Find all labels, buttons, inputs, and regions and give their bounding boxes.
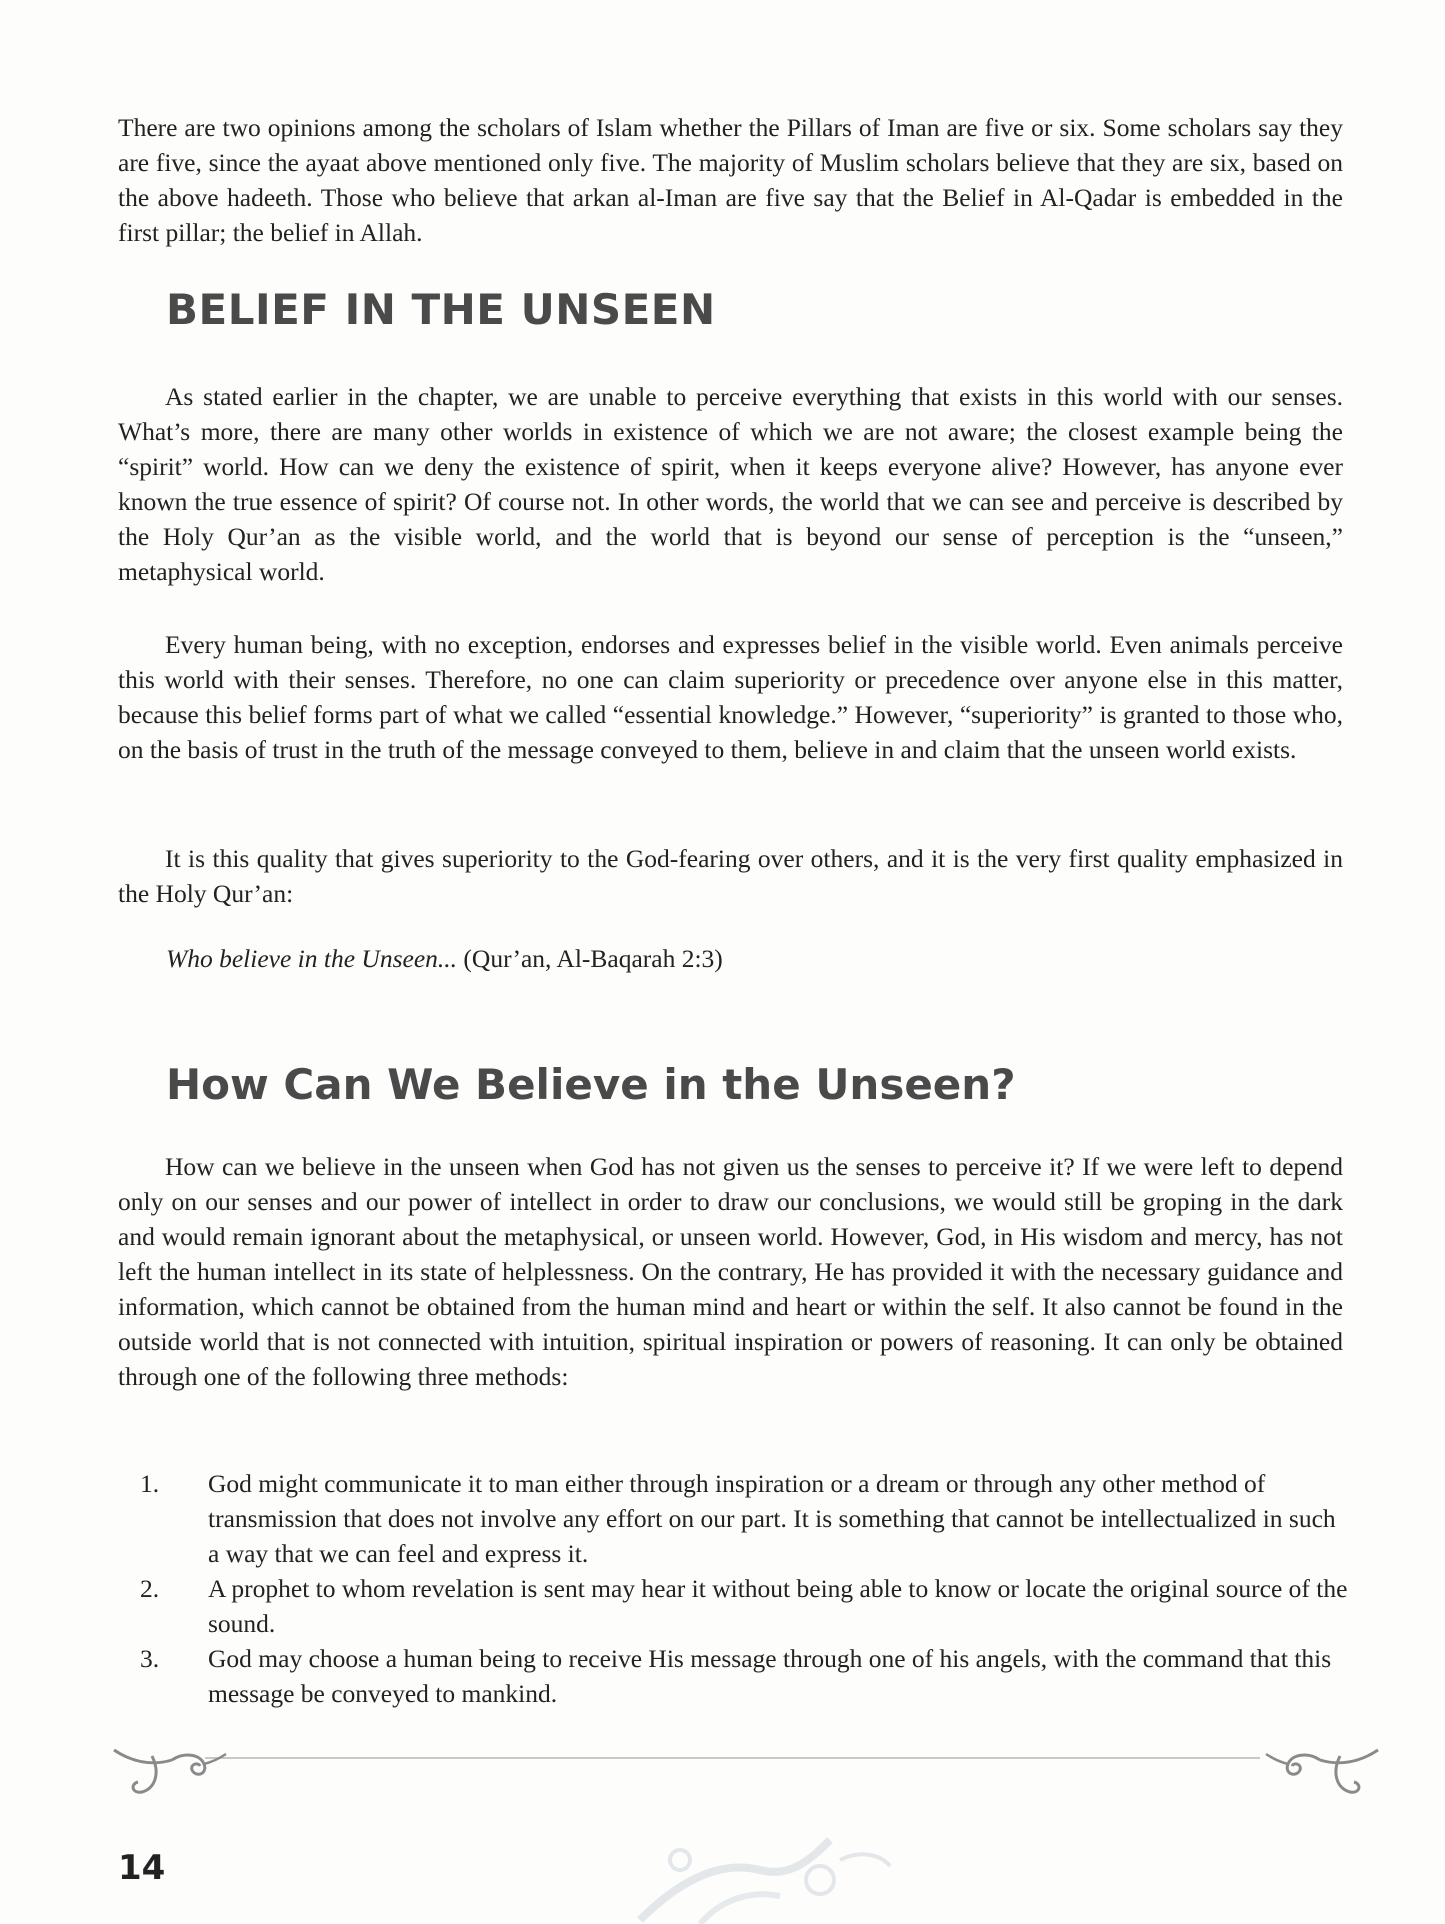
list-number: 1.	[140, 1469, 160, 1498]
list-item	[118, 1571, 1348, 1641]
intro-paragraph: There are two opinions among the scholars of Islam whether the Pillars of Iman are five or six. Some scholars say they are five, since the ayaat above mentioned only five. The majority of Muslim scholars believe that they are six, based on the above hadeeth. Those who believe that arkan al-Iman are five say that the Belief in Al-Qadar is embedded in the first pillar; the belief in Allah.	[118, 113, 1343, 247]
list-text: God might communicate it to man either through inspiration or a dream or through any other method of transmission that does not involve any effort on our part. It is something that cannot be intellectualized in such a way that we can feel and express it.	[208, 1469, 1336, 1568]
quote-citation: (Qur’an, Al-Baqarah 2:3)	[457, 944, 723, 973]
quote-text: Who believe in the Unseen...	[166, 944, 458, 973]
methods-list	[118, 1466, 1348, 1711]
footer-divider	[205, 1757, 1260, 1759]
list-item	[118, 1466, 1348, 1571]
list-number: 3.	[140, 1644, 160, 1673]
unseen-paragraph-1: As stated earlier in the chapter, we are unable to perceive everything that exists in this world with our senses. What’s more, there are many other worlds in existence of which we are not aware; the closest example being the “spirit” world. How can we deny the existence of spirit, when it keeps everyone alive? However, has anyone ever known the true essence of spirit? Of course not. In other words, the world that we can see and perceive is described by the Holy Qur’an as the visible world, and the world that is beyond our sense of perception is the “unseen,” metaphysical world.	[118, 382, 1343, 586]
unseen-paragraph-3: It is this quality that gives superiority to the God-fearing over others, and it is the very first quality emphasized in the Holy Qur’an:	[118, 844, 1343, 908]
list-text: God may choose a human being to receive His message through one of his angels, with the command that this message be conveyed to mankind.	[208, 1644, 1332, 1708]
right-flourish-icon	[1250, 1742, 1380, 1802]
page-number: 14	[118, 1848, 166, 1888]
bottom-floral-ornament-icon	[620, 1820, 920, 1924]
heading-belief-in-the-unseen: BELIEF IN THE UNSEEN	[166, 285, 716, 334]
how-paragraph: How can we believe in the unseen when God has not given us the senses to perceive it? If we were left to depend only on our senses and our power of intellect in order to draw our conclusions, we would still be groping in the dark and would remain ignorant about the metaphysical, or unseen world. However, God, in His wisdom and mercy, has not left the human intellect in its state of helplessness. On the contrary, He has provided it with the necessary guidance and information, which cannot be obtained from the human mind and heart or within the self. It also cannot be found in the outside world that is not connected with intuition, spiritual inspiration or powers of reasoning. It can only be obtained through one of the following three methods:	[118, 1152, 1343, 1391]
list-item	[118, 1641, 1348, 1711]
unseen-paragraph-2: Every human being, with no exception, endorses and expresses belief in the visible world. Even animals perceive this world with their senses. Therefore, no one can claim superiority or precedence over anyone else in this matter, because this belief forms part of what we called “essential knowledge.” However, “superiority” is granted to those who, on the basis of trust in the truth of the message conveyed to them, believe in and claim that the unseen world exists.	[118, 630, 1343, 764]
quran-quote	[166, 944, 723, 974]
left-flourish-icon	[112, 1742, 242, 1802]
list-number: 2.	[140, 1574, 160, 1603]
list-text: A prophet to whom revelation is sent may hear it without being able to know or locate the original source of the sound.	[208, 1574, 1348, 1638]
heading-how-can-we-believe: How Can We Believe in the Unseen?	[166, 1060, 1016, 1109]
